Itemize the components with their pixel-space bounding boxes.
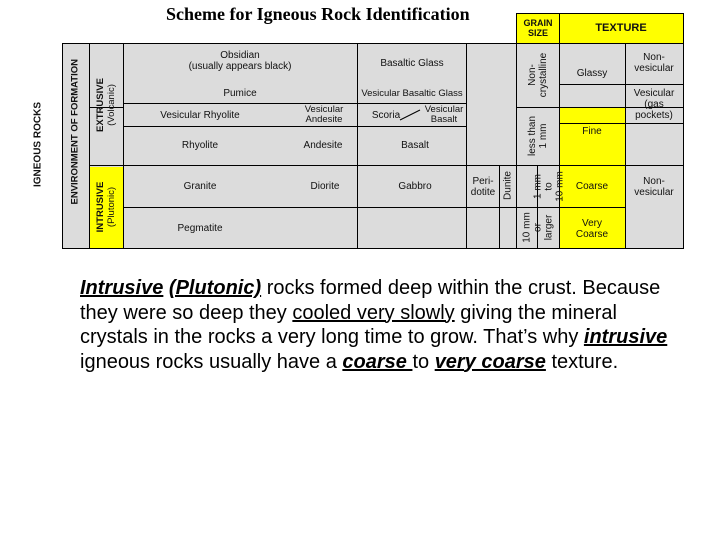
rock-pegmatite: Pegmatite (177, 223, 223, 234)
rock-peridotite: Peri- dotite (470, 176, 496, 198)
grain-10mm-or-larger: 10 mm or larger (521, 212, 555, 243)
text-coarse: coarse (342, 350, 413, 373)
intrusive-label: INTRUSIVE (Plutonic) (95, 181, 117, 233)
text-intrusive-2: intrusive (583, 326, 668, 348)
rock-scoria: Scoria (371, 110, 401, 121)
igneous-rocks-label: IGNEOUS ROCKS (32, 102, 44, 188)
text-plutonic: (Plutonic) (168, 277, 262, 299)
text-cooled-very-slowly: cooled very slowly (292, 301, 455, 324)
rock-vesicular-basaltic-glass: Vesicular Basaltic Glass (361, 88, 463, 99)
explanation-paragraph: Intrusive (Plutonic) rocks formed deep within the crust. Because they were so deep they cooled very slowly giving the mineral crystals in the rocks a very long time to grow. That’s why intrusive igneous rocks usually have a coarse to very coarse texture. (80, 277, 668, 373)
rock-vesicular-andesite: Vesicular Andesite (304, 104, 344, 125)
environment-label: ENVIRONMENT OF FORMATION (69, 59, 81, 205)
rock-rhyolite: Rhyolite (181, 140, 219, 151)
rock-vesicular-rhyolite: Vesicular Rhyolite (160, 110, 240, 121)
chart-title: Scheme for Igneous Rock Identification (166, 4, 470, 24)
texture-non-vesicular-bottom: Non- vesicular (634, 176, 674, 198)
rock-basaltic-glass: Basaltic Glass (380, 58, 444, 69)
text-very-coarse: very coarse (434, 350, 546, 373)
grain-non-crystalline: Non- crystalline (527, 52, 549, 98)
rock-gabbro: Gabbro (398, 181, 432, 192)
extrusive-label: EXTRUSIVE (Volcanic) (95, 78, 117, 132)
rock-pumice: Pumice (223, 88, 257, 99)
rock-andesite: Andesite (303, 140, 343, 151)
rock-diorite: Diorite (310, 181, 340, 192)
rock-obsidian: Obsidian (usually appears black) (188, 50, 292, 72)
rock-dunite: Dunite (502, 171, 514, 200)
grain-1mm-to-10mm: 1 mm to 10 mm (532, 171, 566, 202)
rock-granite: Granite (183, 181, 217, 192)
texture-non-vesicular-top: Non- vesicular (634, 52, 674, 74)
grain-size-header: GRAIN SIZE (523, 18, 553, 38)
texture-vesicular-gas: Vesicular (gas pockets) (633, 88, 675, 121)
texture-fine: Fine (582, 126, 602, 137)
texture-very-coarse: Very Coarse (575, 218, 609, 240)
texture-glassy: Glassy (576, 68, 608, 79)
rock-basalt: Basalt (401, 140, 429, 151)
text-intrusive-1: Intrusive (80, 277, 164, 299)
rock-vesicular-basalt: Vesicular Basalt (424, 104, 464, 125)
texture-header: TEXTURE (595, 22, 647, 34)
grain-less-than-1mm: less than 1 mm (527, 115, 549, 157)
texture-coarse: Coarse (575, 181, 609, 192)
